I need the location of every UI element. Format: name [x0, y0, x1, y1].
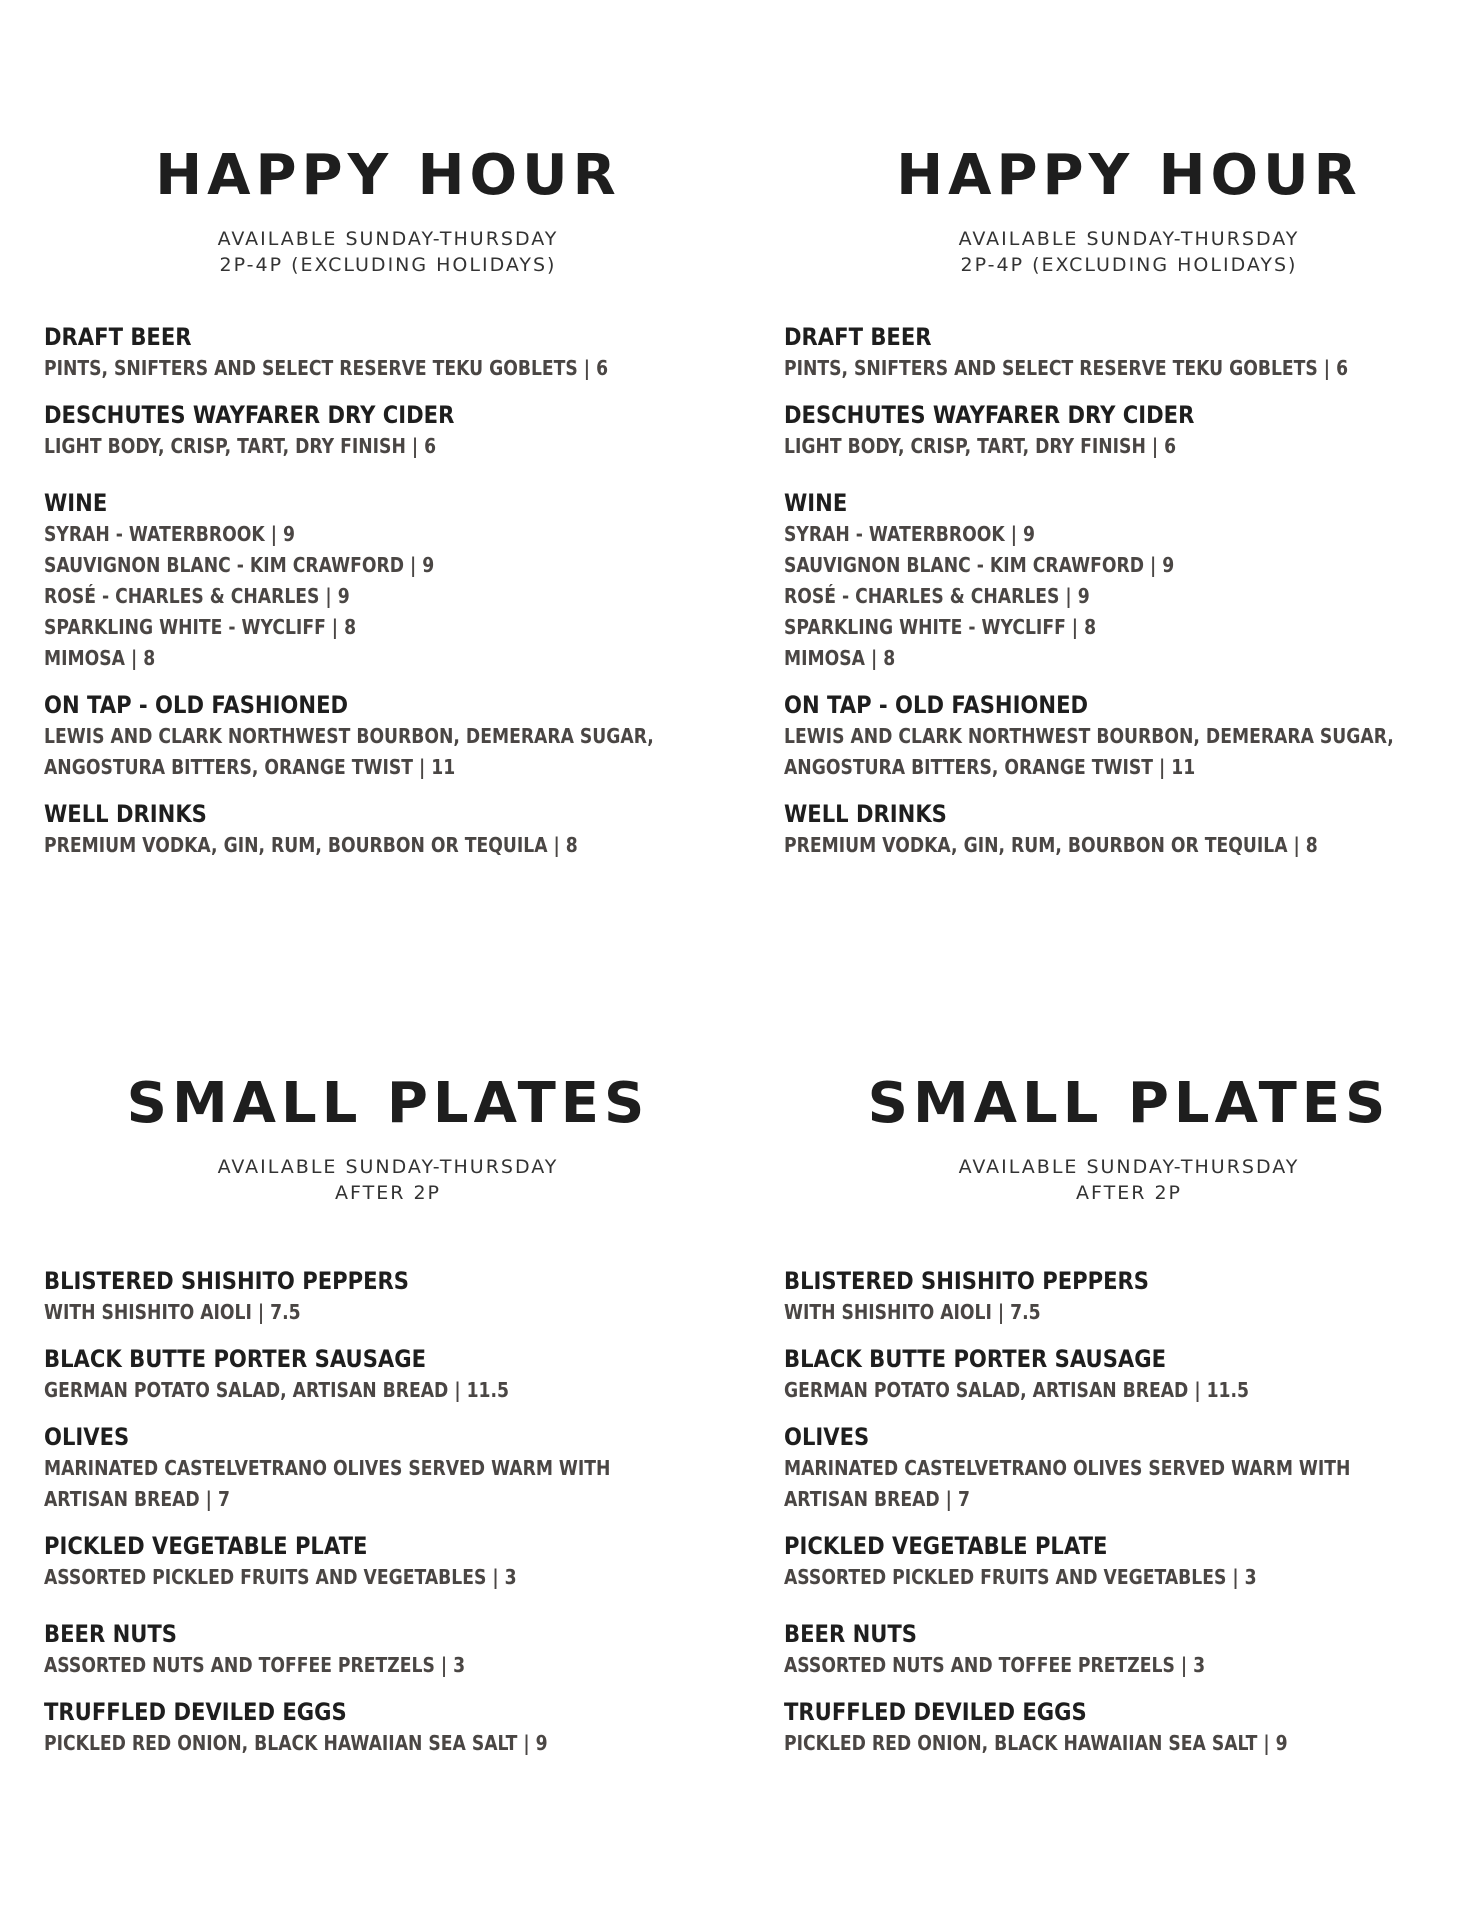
menu-item-desc: MARINATED CASTELVETRANO OLIVES SERVED WARM WITH [784, 1456, 1351, 1480]
menu-item [784, 1531, 1484, 1593]
menu-item [784, 1619, 1484, 1681]
happy-hour-hours: 2P-4P (EXCLUDING HOLIDAYS) [219, 254, 557, 276]
menu-item [784, 1422, 1484, 1515]
menu-item-desc: MIMOSA | 8 [784, 646, 896, 670]
small-plates-items [44, 1266, 744, 1759]
menu-item-desc: ASSORTED PICKLED FRUITS AND VEGETABLES | 3 [784, 1565, 1257, 1589]
small-plates-title: SMALL PLATES [867, 1071, 1391, 1136]
menu-item-desc: LEWIS AND CLARK NORTHWEST BOURBON, DEMERARA SUGAR, [44, 724, 654, 748]
small-plates-days: AVAILABLE SUNDAY-THURSDAY [958, 1156, 1300, 1178]
menu-item-name: PICKLED VEGETABLE PLATE [44, 1532, 368, 1560]
menu-item-desc: SPARKLING WHITE - WYCLIFF | 8 [784, 615, 1097, 639]
menu-item-name: PICKLED VEGETABLE PLATE [784, 1532, 1108, 1560]
menu-item [784, 690, 1484, 783]
menu-item [784, 1697, 1484, 1759]
menu-item-desc: SYRAH - WATERBROOK | 9 [44, 522, 295, 546]
menu-item-desc: ROSÉ - CHARLES & CHARLES | 9 [784, 584, 1090, 608]
menu-item-name: ON TAP - OLD FASHIONED [784, 691, 1089, 719]
menu-item [44, 322, 744, 384]
menu-item-desc: PINTS, SNIFTERS AND SELECT RESERVE TEKU GOBLETS | 6 [784, 356, 1349, 380]
menu-item-desc: MARINATED CASTELVETRANO OLIVES SERVED WARM WITH [44, 1456, 611, 1480]
menu-item-desc: ANGOSTURA BITTERS, ORANGE TWIST | 11 [44, 755, 456, 779]
menu-item [784, 488, 1484, 674]
happy-hour-items [784, 322, 1484, 861]
menu-item [784, 1344, 1484, 1406]
menu-item-desc: ASSORTED NUTS AND TOFFEE PRETZELS | 3 [784, 1653, 1206, 1677]
menu-item-desc: SAUVIGNON BLANC - KIM CRAWFORD | 9 [44, 553, 435, 577]
small-plates-items [784, 1266, 1484, 1759]
menu-item [44, 1422, 744, 1515]
happy-hour-days: AVAILABLE SUNDAY-THURSDAY [958, 228, 1300, 250]
menu-item [44, 1619, 744, 1681]
menu-item-desc: GERMAN POTATO SALAD, ARTISAN BREAD | 11.5 [784, 1378, 1250, 1402]
menu-item-desc: ARTISAN BREAD | 7 [44, 1487, 230, 1511]
menu-item-name: OLIVES [784, 1423, 870, 1451]
happy-hour-panel-left [44, 140, 744, 877]
menu-item [784, 400, 1484, 462]
menu-item [44, 1531, 744, 1593]
small-plates-hours: AFTER 2P [335, 1182, 441, 1204]
menu-item-name: WELL DRINKS [44, 800, 207, 828]
menu-item [784, 799, 1484, 861]
menu-item-name: BLISTERED SHISHITO PEPPERS [784, 1267, 1150, 1295]
menu-item-name: BLACK BUTTE PORTER SAUSAGE [784, 1345, 1167, 1373]
small-plates-hours: AFTER 2P [1076, 1182, 1182, 1204]
menu-item-desc: ANGOSTURA BITTERS, ORANGE TWIST | 11 [784, 755, 1196, 779]
menu-item-desc: ARTISAN BREAD | 7 [784, 1487, 970, 1511]
menu-item-name: WELL DRINKS [784, 800, 947, 828]
menu-item-name: DRAFT BEER [784, 323, 932, 351]
small-plates-panel-left [44, 1068, 744, 1775]
menu-item-desc: ASSORTED NUTS AND TOFFEE PRETZELS | 3 [44, 1653, 466, 1677]
menu-item-desc: SYRAH - WATERBROOK | 9 [784, 522, 1035, 546]
menu-item-desc: PREMIUM VODKA, GIN, RUM, BOURBON OR TEQUILA | 8 [44, 833, 578, 857]
menu-item-desc: ROSÉ - CHARLES & CHARLES | 9 [44, 584, 350, 608]
menu-item [44, 690, 744, 783]
menu-item-name: BEER NUTS [44, 1620, 178, 1648]
menu-item-desc: MIMOSA | 8 [44, 646, 156, 670]
menu-item [784, 1266, 1484, 1328]
menu-item-desc: WITH SHISHITO AIOLI | 7.5 [44, 1300, 301, 1324]
menu-item-desc: ASSORTED PICKLED FRUITS AND VEGETABLES | 3 [44, 1565, 517, 1589]
menu-item [784, 322, 1484, 384]
menu-item-name: TRUFFLED DEVILED EGGS [44, 1698, 347, 1726]
menu-item-desc: GERMAN POTATO SALAD, ARTISAN BREAD | 11.5 [44, 1378, 510, 1402]
happy-hour-availability [32, 226, 744, 278]
menu-item-desc: LEWIS AND CLARK NORTHWEST BOURBON, DEMERARA SUGAR, [784, 724, 1394, 748]
menu-item-desc: PICKLED RED ONION, BLACK HAWAIIAN SEA SALT | 9 [784, 1731, 1288, 1755]
menu-item-name: WINE [784, 489, 848, 517]
menu-item-name: WINE [44, 489, 108, 517]
menu-item [44, 1266, 744, 1328]
menu-item [44, 799, 744, 861]
small-plates-days: AVAILABLE SUNDAY-THURSDAY [217, 1156, 559, 1178]
menu-item-name: DESCHUTES WAYFARER DRY CIDER [44, 401, 455, 429]
menu-item-desc: LIGHT BODY, CRISP, TART, DRY FINISH | 6 [44, 434, 437, 458]
menu-item-desc: WITH SHISHITO AIOLI | 7.5 [784, 1300, 1041, 1324]
menu-item [44, 488, 744, 674]
menu-item-name: BLACK BUTTE PORTER SAUSAGE [44, 1345, 427, 1373]
menu-item-name: BEER NUTS [784, 1620, 918, 1648]
small-plates-panel-right [784, 1068, 1484, 1775]
happy-hour-hours: 2P-4P (EXCLUDING HOLIDAYS) [960, 254, 1298, 276]
menu-item-desc: SPARKLING WHITE - WYCLIFF | 8 [44, 615, 357, 639]
happy-hour-days: AVAILABLE SUNDAY-THURSDAY [217, 228, 559, 250]
small-plates-availability [32, 1154, 744, 1206]
happy-hour-availability [774, 226, 1484, 278]
menu-item-desc: PREMIUM VODKA, GIN, RUM, BOURBON OR TEQUILA | 8 [784, 833, 1318, 857]
menu-item [44, 1697, 744, 1759]
menu-item-name: DRAFT BEER [44, 323, 192, 351]
menu-item-name: BLISTERED SHISHITO PEPPERS [44, 1267, 410, 1295]
menu-item-desc: LIGHT BODY, CRISP, TART, DRY FINISH | 6 [784, 434, 1177, 458]
menu-item-name: TRUFFLED DEVILED EGGS [784, 1698, 1087, 1726]
menu-item [44, 1344, 744, 1406]
small-plates-availability [774, 1154, 1484, 1206]
menu-item-desc: PICKLED RED ONION, BLACK HAWAIIAN SEA SALT | 9 [44, 1731, 548, 1755]
happy-hour-title: HAPPY HOUR [896, 143, 1362, 208]
menu-item-name: ON TAP - OLD FASHIONED [44, 691, 349, 719]
happy-hour-items [44, 322, 744, 861]
menu-item-desc: PINTS, SNIFTERS AND SELECT RESERVE TEKU GOBLETS | 6 [44, 356, 609, 380]
happy-hour-title: HAPPY HOUR [155, 143, 621, 208]
small-plates-title: SMALL PLATES [126, 1071, 650, 1136]
menu-item-name: DESCHUTES WAYFARER DRY CIDER [784, 401, 1195, 429]
menu-item [44, 400, 744, 462]
happy-hour-panel-right [784, 140, 1484, 877]
menu-item-name: OLIVES [44, 1423, 130, 1451]
menu-item-desc: SAUVIGNON BLANC - KIM CRAWFORD | 9 [784, 553, 1175, 577]
